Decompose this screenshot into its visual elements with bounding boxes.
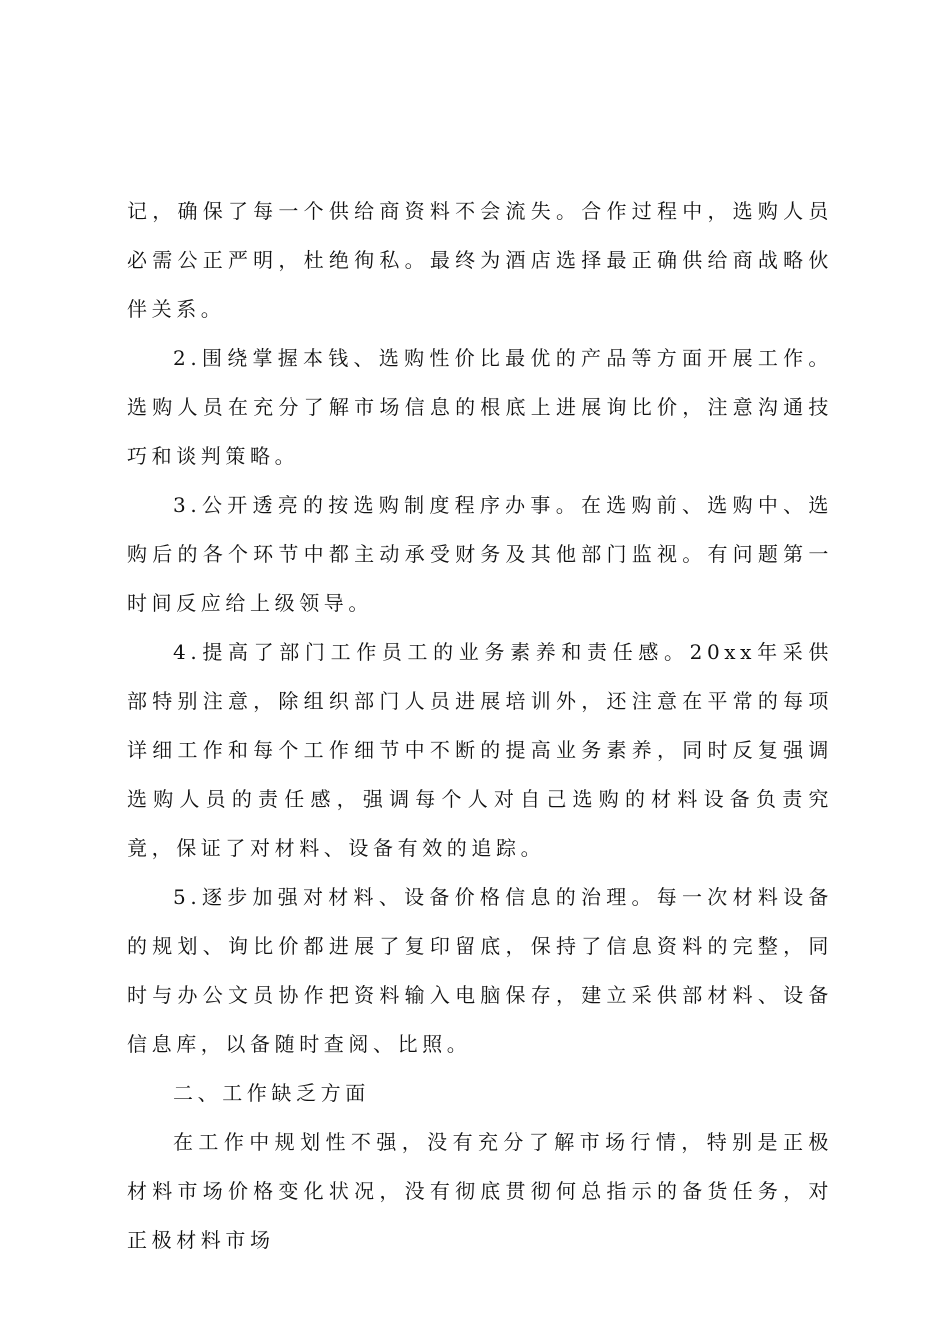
paragraph-continuation: 记，确保了每一个供给商资料不会流失。合作过程中，选购人员必需公正严明，杜绝徇私。最终为酒店选择最正确供给商战略伙伴关系。 xyxy=(127,199,833,321)
paragraph-item-2: 2.围绕掌握本钱、选购性价比最优的产品等方面开展工作。选购人员在充分了解市场信息的根底上进展询比价，注意沟通技巧和谈判策略。 xyxy=(127,346,833,468)
document-body xyxy=(127,187,833,1265)
paragraph-item-3: 3.公开透亮的按选购制度程序办事。在选购前、选购中、选购后的各个环节中都主动承受财务及其他部门监视。有问题第一时间反应给上级领导。 xyxy=(127,493,833,615)
paragraph-item-5: 5.逐步加强对材料、设备价格信息的治理。每一次材料设备的规划、询比价都进展了复印留底，保持了信息资料的完整，同时与办公文员协作把资料输入电脑保存，建立采供部材料、设备信息库，以备随时查阅、比照。 xyxy=(127,885,833,1056)
section-heading: 二、工作缺乏方面 xyxy=(173,1081,370,1105)
paragraph-item-4: 4.提高了部门工作员工的业务素养和责任感。20xx年采供部特别注意，除组织部门人员进展培训外，还注意在平常的每项详细工作和每个工作细节中不断的提高业务素养，同时反复强调选购人员的责任感，强调每个人对自己选购的材料设备负责究竟，保证了对材料、设备有效的追踪。 xyxy=(127,640,833,860)
paragraph-shortcomings: 在工作中规划性不强，没有充分了解市场行情，特别是正极材料市场价格变化状况，没有彻底贯彻何总指示的备货任务，对正极材料市场 xyxy=(127,1130,833,1252)
